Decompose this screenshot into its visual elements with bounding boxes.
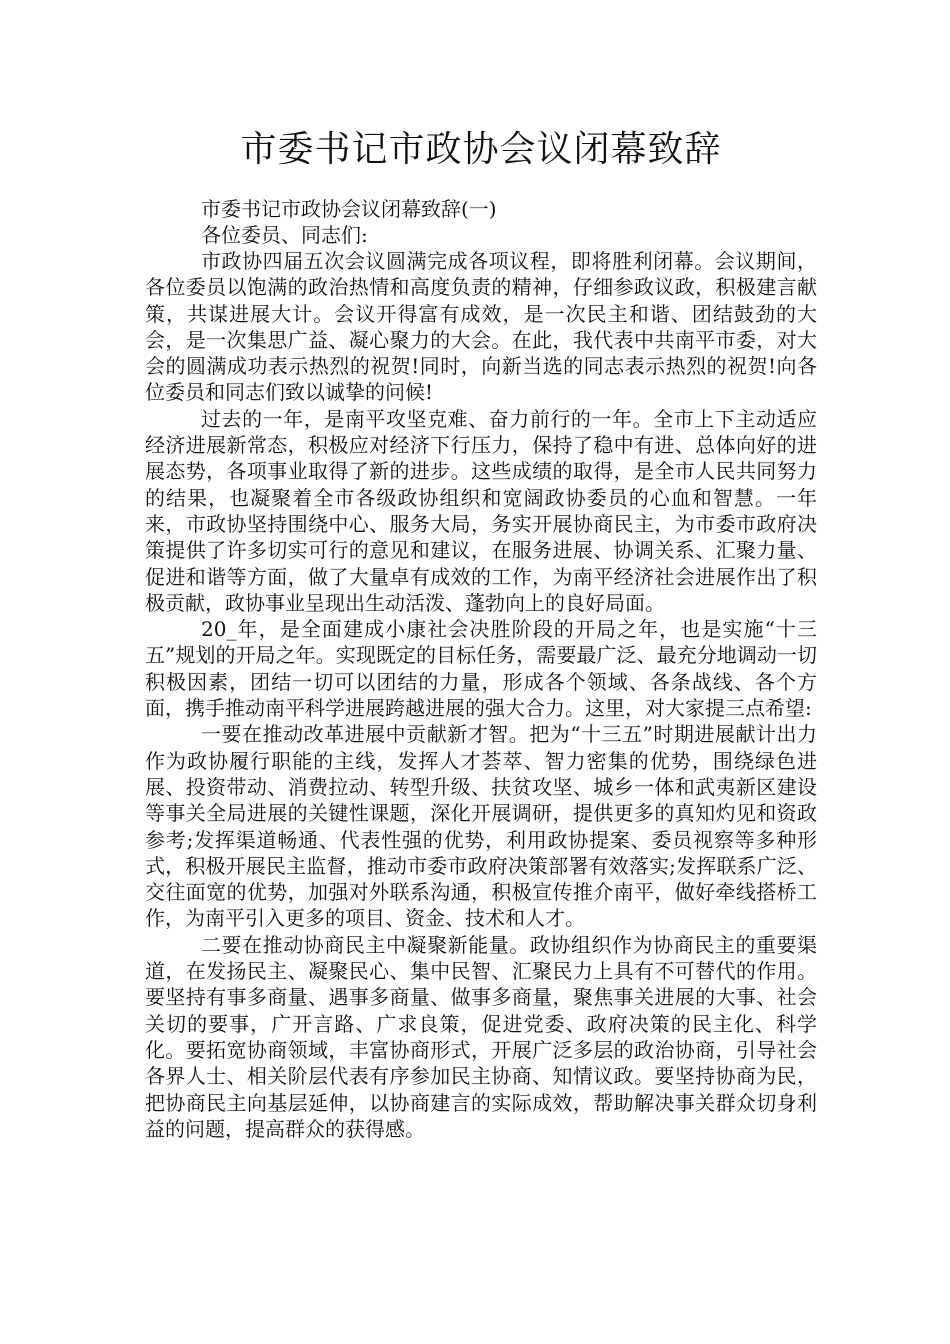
document-page — [145, 126, 817, 1142]
paragraph-new-year: 20_年，是全面建成小康社会决胜阶段的开局之年，也是实施“十三五”规划的开局之年。实现既定的目标任务，需要最广泛、最充分地调动一切积极因素，团结一切可以团结的力量，形成各个领域、各条战线、各个方面，携手推动南平科学进展跨越进展的强大合力。这里，对大家提三点希望: — [145, 617, 817, 721]
paragraph-past-year: 过去的一年，是南平攻坚克难、奋力前行的一年。全市上下主动适应经济进展新常态，积极应对经济下行压力，保持了稳中有进、总体向好的进展态势，各项事业取得了新的进步。这些成绩的取得，是全市人民共同努力的结果，也凝聚着全市各级政协组织和宽阔政协委员的心血和智慧。一年来，市政协坚持围绕中心、服务大局，务实开展协商民主，为市委市政府决策提供了许多切实可行的意见和建议，在服务进展、协调关系、汇聚力量、促进和谐等方面，做了大量卓有成效的工作，为南平经济社会进展作出了积极贡献，政协事业呈现出生动活泼、蓬勃向上的良好局面。 — [145, 406, 817, 615]
paragraph-opening: 市政协四届五次会议圆满完成各项议程，即将胜利闭幕。会议期间，各位委员以饱满的政治热情和高度负责的精神，仔细参政议政，积极建言献策，共谋进展大计。会议开得富有成效，是一次民主和谐、团结鼓劲的大会，是一次集思广益、凝心聚力的大会。在此，我代表中共南平市委，对大会的圆满成功表示热烈的祝贺!同时，向新当选的同志表示热烈的祝贺!向各位委员和同志们致以诚挚的问候! — [145, 249, 817, 405]
paragraph-hope-one: 一要在推动改革进展中贡献新才智。把为“十三五”时期进展献计出力作为政协履行职能的主线，发挥人才荟萃、智力密集的优势，围绕绿色进展、投资带动、消费拉动、转型升级、扶贫攻坚、城乡一体和武夷新区建设等事关全局进展的关键性课题，深化开展调研，提供更多的真知灼见和资政参考;发挥渠道畅通、代表性强的优势，利用政协提案、委员视察等多种形式，积极开展民主监督，推动市委市政府决策部署有效落实;发挥联系广泛、交往面宽的优势，加强对外联系沟通，积极宣传推介南平，做好牵线搭桥工作，为南平引入更多的项目、资金、技术和人才。 — [145, 722, 817, 931]
paragraph-hope-two: 二要在推动协商民主中凝聚新能量。政协组织作为协商民主的重要渠道，在发扬民主、凝聚民心、集中民智、汇聚民力上具有不可替代的作用。要坚持有事多商量、遇事多商量、做事多商量，聚焦事关进展的大事、社会关切的要事，广开言路、广求良策，促进党委、政府决策的民主化、科学化。要拓宽协商领域，丰富协商形式，开展广泛多层的政治协商，引导社会各界人士、相关阶层代表有序参加民主协商、知情议政。要坚持协商为民，把协商民主向基层延伸，以协商建言的实际成效，帮助解决事关群众切身利益的问题，提高群众的获得感。 — [145, 932, 817, 1141]
document-title: 市委书记市政协会议闭幕致辞 — [240, 129, 722, 170]
salutation: 各位委员、同志们: — [201, 223, 368, 247]
document-subtitle: 市委书记市政协会议闭幕致辞(一) — [201, 197, 497, 221]
